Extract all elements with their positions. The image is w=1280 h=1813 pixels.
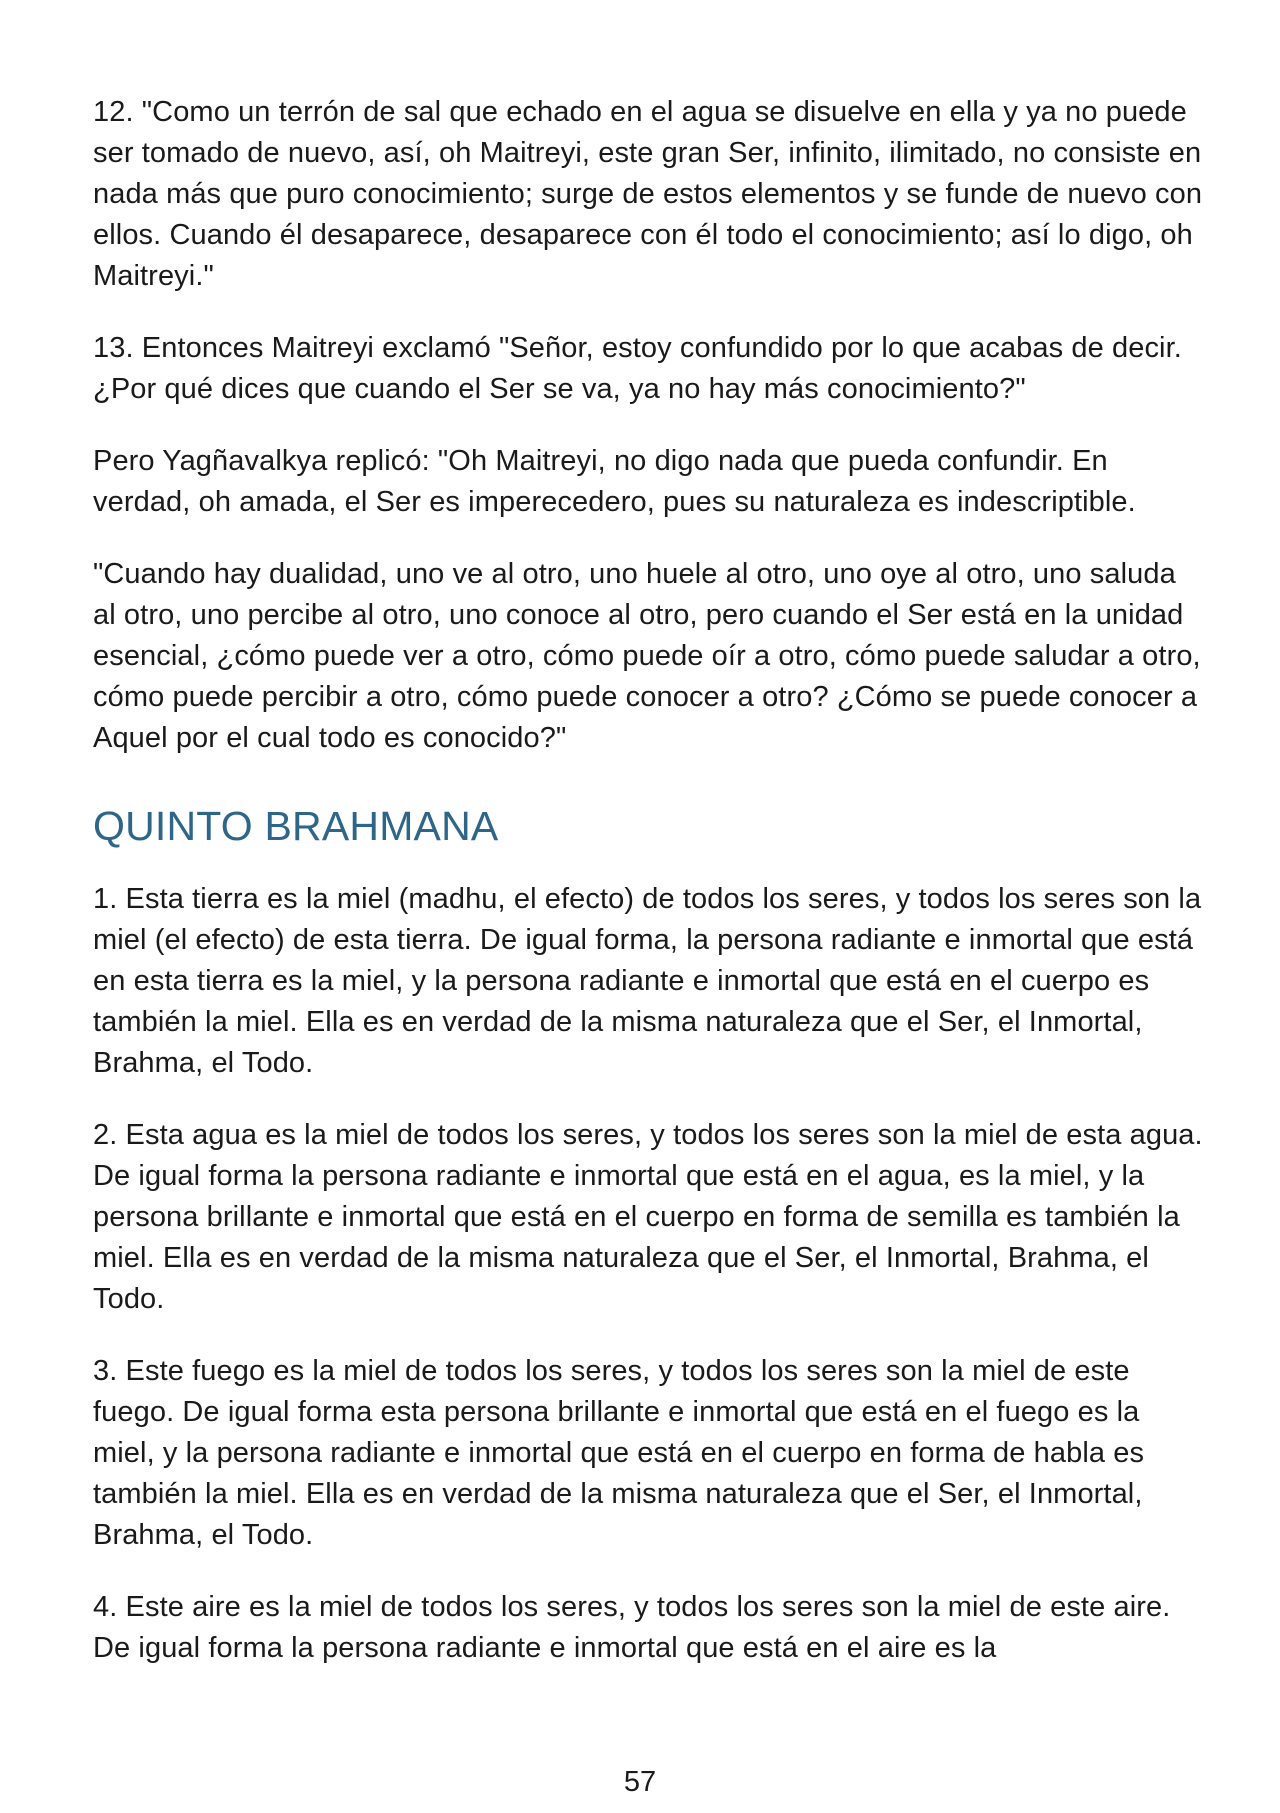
paragraph-4: 4. Este aire es la miel de todos los seres, y todos los seres son la miel de este aire. De igual forma la persona radiante e inmortal que está en el aire es la	[93, 1591, 1171, 1664]
page-body	[93, 92, 1203, 1700]
paragraph-3: 3. Este fuego es la miel de todos los seres, y todos los seres son la miel de este fuego. De igual forma esta persona brillante e inmortal que está en el fuego es la miel, y la persona radiante e inmortal que está en el cuerpo en forma de habla es también la miel. Ella es en verdad de la misma naturaleza que el Ser, el Inmortal, Brahma, el Todo.	[93, 1355, 1145, 1551]
paragraph-2: 2. Esta agua es la miel de todos los seres, y todos los seres son la miel de esta agua. De igual forma la persona radiante e inmortal que está en el agua, es la miel, y la persona brillante e inmortal que está en el cuerpo en forma de semilla es también la miel. Ella es en verdad de la misma naturaleza que el Ser, el Inmortal, Brahma, el Todo.	[93, 1119, 1203, 1315]
page-number: 57	[623, 1766, 657, 1798]
section-heading: QUINTO BRAHMANA	[93, 803, 499, 849]
paragraph-duality: "Cuando hay dualidad, uno ve al otro, uno huele al otro, uno oye al otro, uno saluda al otro, uno percibe al otro, uno conoce al otro, pero cuando el Ser está en la unidad esencial, ¿cómo puede ver a otro, cómo puede oír a otro, cómo puede saludar a otro, cómo puede percibir a otro, cómo puede conocer a otro? ¿Cómo se puede conocer a Aquel por el cual todo es conocido?"	[93, 558, 1201, 754]
paragraph-12: 12. "Como un terrón de sal que echado en el agua se disuelve en ella y ya no puede ser tomado de nuevo, así, oh Maitreyi, este gran Ser, infinito, ilimitado, no consiste en nada más que puro conocimiento; surge de estos elementos y se funde de nuevo con ellos. Cuando él desaparece, desaparece con él todo el conocimiento; así lo digo, oh Maitreyi."	[93, 96, 1203, 292]
paragraph-yagnavalkya-reply: Pero Yagñavalkya replicó: "Oh Maitreyi, no digo nada que pueda confundir. En verdad, oh amada, el Ser es imperecedero, pues su naturaleza es indescriptible.	[93, 445, 1136, 518]
paragraph-13: 13. Entonces Maitreyi exclamó "Señor, estoy confundido por lo que acabas de decir. ¿Por qué dices que cuando el Ser se va, ya no hay más conocimiento?"	[93, 332, 1182, 405]
paragraph-1: 1. Esta tierra es la miel (madhu, el efecto) de todos los seres, y todos los seres son la miel (el efecto) de esta tierra. De igual forma, la persona radiante e inmortal que está en esta tierra es la miel, y la persona radiante e inmortal que está en el cuerpo es también la miel. Ella es en verdad de la misma naturaleza que el Ser, el Inmortal, Brahma, el Todo.	[93, 883, 1202, 1079]
